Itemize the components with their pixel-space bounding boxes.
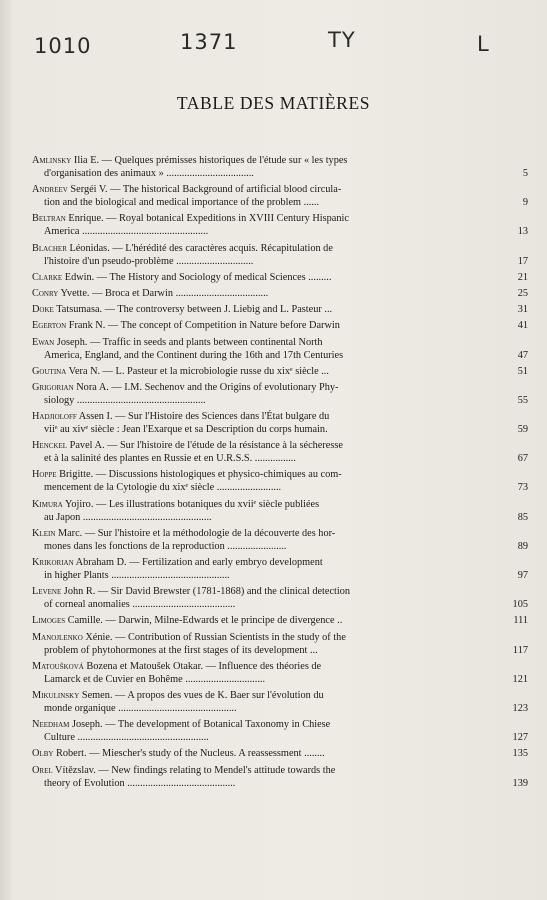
toc-author: Goutina [32, 365, 67, 377]
toc-entry [32, 468, 528, 494]
toc-author: Doke [32, 304, 54, 316]
toc-title: Brigitte. — Discussions histologiques et physico-chimiques au com- [56, 469, 342, 481]
toc-entry [32, 747, 528, 760]
toc-title-continuation: mencement de la Cytologie du xixᵉ siècle ......................... [44, 482, 282, 494]
toc-page-number: 97 [517, 570, 528, 581]
toc-entry [32, 585, 528, 611]
toc-title-continuation: viiᵉ au xivᵉ siècle : Jean l'Exarque et sa Description du corps humain. [44, 424, 328, 436]
toc-entry-text [32, 287, 502, 300]
toc-page-number: 25 [517, 287, 528, 299]
toc-author: Amlinsky [32, 155, 72, 166]
toc-entry [32, 410, 528, 436]
toc-title-continuation: Lamarck et de Cuvier en Bohême ............................... [44, 673, 266, 685]
toc-page-number: 47 [517, 349, 528, 361]
toc-author: Manojlenko [32, 631, 83, 643]
toc-title: Yojiro. — Les illustrations botaniques du xviiᵉ siècle publiées [62, 498, 320, 510]
toc-page-number: 105 [512, 599, 528, 611]
toc-author: Needham [32, 719, 70, 731]
toc-author: Conry [32, 287, 59, 299]
toc-entry-text [32, 381, 502, 407]
toc-author: Olby [32, 748, 54, 760]
toc-entry [32, 336, 528, 362]
toc-page-number: 85 [517, 511, 528, 523]
toc-author: Blacher [32, 242, 67, 254]
toc-entry [32, 381, 528, 407]
toc-entry [32, 303, 528, 316]
toc-page-number: 59 [517, 424, 528, 436]
toc-title-continuation: America ................................................. [44, 226, 209, 238]
toc-entry-text [32, 689, 502, 715]
handwritten-note: L [477, 32, 490, 56]
toc-title-continuation: Culture ................................................... [44, 732, 209, 744]
toc-entry [32, 556, 528, 582]
toc-entry-text [32, 154, 502, 180]
toc-page-number: 89 [517, 540, 528, 552]
toc-entry [32, 614, 528, 627]
toc-title-continuation: monde organique .............................................. [44, 702, 237, 714]
toc-entry-text [32, 585, 502, 611]
toc-title: Sergéi V. — The historical Background of artificial blood circula- [67, 184, 342, 196]
toc-entry-text [32, 468, 502, 494]
toc-entry-text [32, 410, 502, 436]
toc-page-number: 111 [513, 615, 528, 627]
toc-title: Bozena et Matoušek Otakar. — Influence des théories de [83, 660, 322, 672]
toc-title: Nora A. — I.M. Sechenov and the Origins of evolutionary Phy- [73, 381, 339, 393]
toc-page-number: 31 [517, 304, 528, 316]
toc-entry-text [32, 319, 502, 332]
toc-title: Marc. — Sur l'histoire et la méthodologie de la découverte des hor- [55, 527, 336, 539]
toc-entry-text [32, 764, 502, 790]
toc-entry [32, 183, 528, 209]
toc-entry [32, 439, 528, 465]
toc-author: Andreev [32, 184, 68, 196]
toc-author: Grigorian [32, 381, 74, 393]
toc-page-number: 123 [512, 702, 528, 714]
toc-entry-text [32, 527, 502, 553]
toc-author: Hadjioloff [32, 411, 77, 423]
toc-title: Robert. — Miescher's study of the Nucleus. A reassessment ........ [53, 748, 325, 760]
toc-title-continuation: problem of phytohormones at the first stages of its development ... [44, 644, 318, 656]
toc-page-number: 5 [522, 168, 528, 179]
toc-entry [32, 527, 528, 553]
toc-entry [32, 660, 528, 686]
toc-entry [32, 498, 528, 524]
toc-title: Xénie. — Contribution of Russian Scientists in the study of the [82, 631, 346, 643]
toc-entry [32, 718, 528, 744]
toc-title: Assen I. — Sur l'Histoire des Sciences dans l'État bulgare du [76, 411, 330, 423]
toc-page-number: 21 [517, 271, 528, 283]
toc-author: Hoppe [32, 469, 57, 481]
toc-entry-text [32, 183, 502, 209]
toc-entry-text [32, 439, 502, 465]
toc-author: Egerton [32, 320, 67, 332]
toc-page-number: 121 [512, 673, 528, 685]
toc-title: Joseph. — Traffic in seeds and plants between continental North [54, 336, 323, 348]
toc-title-continuation: tion and the biological and medical importance of the problem ...... [44, 197, 320, 209]
toc-entry [32, 154, 528, 180]
toc-title-continuation: l'histoire d'un pseudo-problème .............................. [44, 255, 254, 267]
toc-entry-text [32, 212, 502, 238]
toc-author: Krikorian [32, 557, 74, 568]
toc-title-continuation: d'organisation des animaux » .................................. [44, 168, 254, 179]
toc-entry [32, 631, 528, 657]
toc-title: Pavel A. — Sur l'histoire de l'étude de la résistance à la sécheresse [67, 440, 343, 452]
toc-entry-text [32, 365, 502, 378]
toc-author: Levene [32, 586, 62, 598]
toc-entry-text [32, 303, 502, 316]
toc-entry-text [32, 718, 502, 744]
toc-title-continuation: theory of Evolution .......................................... [44, 777, 236, 789]
toc-page-number: 17 [517, 255, 528, 267]
toc-entry [32, 319, 528, 332]
toc-page-number: 13 [517, 226, 528, 238]
toc-entry [32, 242, 528, 268]
table-of-contents [32, 154, 528, 793]
toc-title-continuation: of corneal anomalies ........................................ [44, 599, 236, 611]
toc-title: Edwin. — The History and Sociology of medical Sciences ......... [62, 271, 332, 283]
toc-title: Léonidas. — L'hérédité des caractères acquis. Récapitulation de [66, 242, 333, 254]
toc-entry-text [32, 631, 502, 657]
toc-entry [32, 212, 528, 238]
toc-title-continuation: America, England, and the Continent during the 16th and 17th Centuries [44, 349, 344, 361]
toc-title: Joseph. — The development of Botanical Taxonomy in Chiese [69, 719, 331, 731]
toc-entry [32, 287, 528, 300]
toc-entry-text [32, 660, 502, 686]
toc-author: Clarke [32, 271, 63, 283]
toc-entry [32, 764, 528, 790]
toc-title-continuation: et à la salinité des plantes en Russie et en U.R.S.S. ................ [44, 453, 296, 465]
toc-author: Orel [32, 764, 53, 776]
toc-page-number: 139 [512, 777, 528, 789]
toc-title-continuation: au Japon .................................................. [44, 511, 212, 523]
toc-title: Camille. — Darwin, Milne-Edwards et le principe de divergence .. [65, 615, 343, 627]
toc-author: Matoušková [32, 660, 84, 672]
toc-title: John R. — Sir David Brewster (1781-1868) and the clinical detection [61, 586, 351, 598]
toc-entry [32, 271, 528, 284]
toc-author: Beltran [32, 213, 66, 225]
toc-page-number: 55 [517, 394, 528, 406]
page-title: TABLE DES MATIÈRES [176, 93, 371, 113]
toc-page-number: 51 [517, 365, 528, 377]
toc-entry-text [32, 747, 502, 760]
toc-title-continuation: mones dans les fonctions de la reproduction ....................... [44, 540, 287, 552]
toc-page-number: 67 [517, 453, 528, 465]
toc-entry-text [32, 614, 502, 627]
toc-entry-text [32, 498, 502, 524]
toc-title: Abraham D. — Fertilization and early embryo development [73, 557, 323, 568]
toc-author: Klein [32, 527, 56, 539]
toc-page-number: 73 [517, 482, 528, 494]
toc-title: Enrique. — Royal botanical Expeditions in XVIII Century Hispanic [65, 213, 349, 225]
toc-author: Limoges [32, 615, 66, 627]
toc-entry-text [32, 556, 502, 582]
toc-entry-text [32, 271, 502, 284]
toc-entry-text [32, 242, 502, 268]
handwritten-note: 1371 [180, 30, 238, 54]
toc-title: Yvette. — Broca et Darwin .................................... [58, 287, 269, 299]
toc-title: Vítězslav. — New findings relating to Mendel's attitude towards the [52, 764, 336, 776]
toc-author: Mikulinsky [32, 689, 80, 701]
toc-entry [32, 365, 528, 378]
toc-title: Vera N. — L. Pasteur et la microbiologie russe du xixᵉ siècle ... [66, 365, 329, 377]
toc-page-number: 117 [512, 644, 528, 656]
toc-title: Tatsumasa. — The controversy between J. Liebig and L. Pasteur ... [53, 304, 333, 316]
handwritten-note: TY [328, 28, 356, 52]
toc-title-continuation: siology .................................................. [44, 394, 206, 406]
toc-author: Ewan [32, 336, 55, 348]
toc-entry [32, 689, 528, 715]
toc-title: Ilia E. — Quelques prémisses historiques de l'étude sur « les types [71, 155, 348, 166]
toc-title: Frank N. — The concept of Competition in Nature before Darwin [66, 320, 340, 332]
toc-entry-text [32, 336, 502, 362]
handwritten-note: 1010 [34, 34, 92, 58]
toc-page-number: 41 [517, 320, 528, 332]
toc-page-number: 135 [512, 748, 528, 760]
toc-title: Semen. — A propos des vues de K. Baer sur l'évolution du [79, 689, 324, 701]
toc-author: Henckel [32, 440, 68, 452]
toc-page-number: 9 [522, 197, 528, 209]
toc-author: Kimura [32, 498, 63, 510]
toc-title-continuation: in higher Plants .............................................. [44, 570, 230, 581]
toc-page-number: 127 [512, 732, 528, 744]
